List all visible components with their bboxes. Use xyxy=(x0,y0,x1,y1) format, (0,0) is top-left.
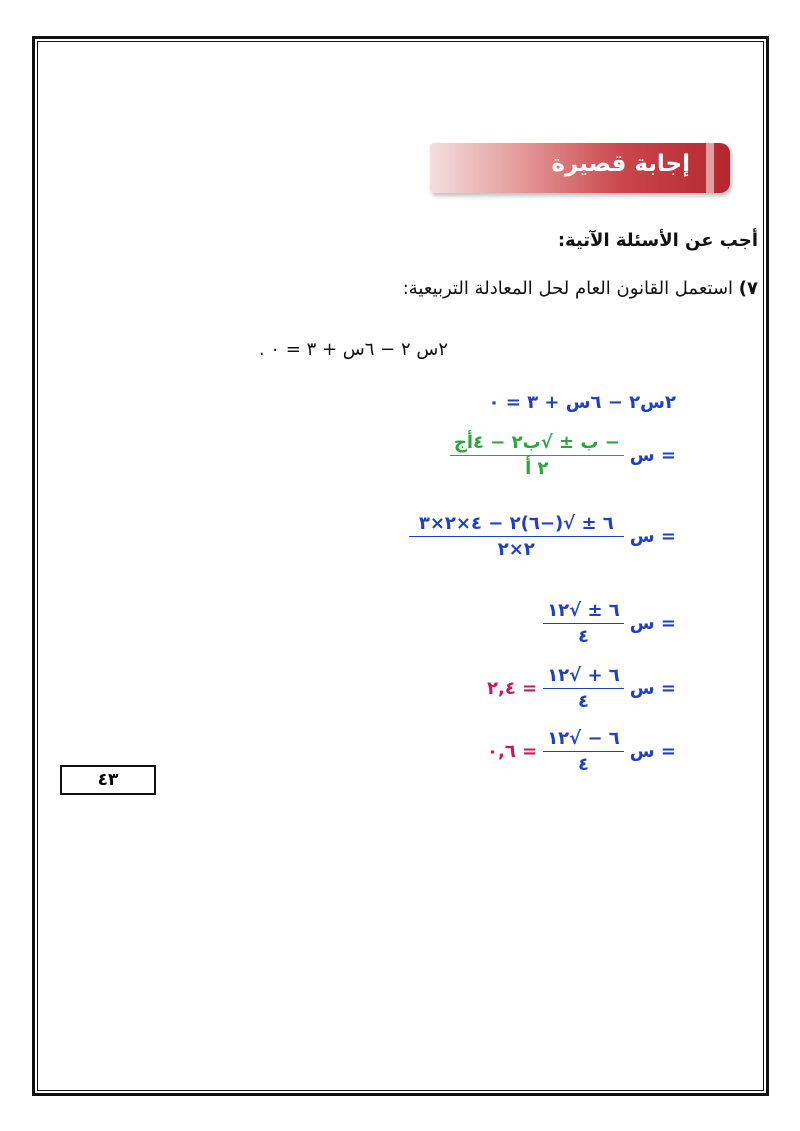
lhs-x: س = xyxy=(629,445,676,466)
solution-line-5 xyxy=(487,665,676,712)
lhs-x: س = xyxy=(629,526,676,547)
quadratic-formula-fraction xyxy=(450,432,624,479)
solution-line-6 xyxy=(487,728,676,775)
solution-line-3 xyxy=(409,513,676,560)
solution-line-4 xyxy=(543,600,676,647)
given-equation: ٢س ٢ − ٦س + ٣ = ٠ . xyxy=(258,339,448,360)
simplified-denominator: ٤ xyxy=(577,626,589,647)
page-border-inner xyxy=(37,41,764,1091)
substituted-numerator: ٦ ± √(−٦)٢ − ٤×٢×٣ xyxy=(409,513,624,537)
lhs-x: س = xyxy=(629,678,676,699)
substituted-fraction xyxy=(409,513,624,560)
formula-numerator: − ب ± √ب٢ − ٤أج xyxy=(450,432,624,456)
banner-title: إجابة قصيرة xyxy=(551,151,690,177)
substituted-denominator: ٢×٢ xyxy=(497,539,535,560)
lhs-x: س = xyxy=(629,741,676,762)
simplified-fraction xyxy=(543,600,624,647)
banner-notch xyxy=(706,143,714,193)
solution-line-1: ٢س٢ − ٦س + ٣ = ٠ xyxy=(488,392,676,413)
root2-value: = ٠,٦ xyxy=(487,741,538,762)
question-number: ٧) xyxy=(738,278,758,299)
section-banner xyxy=(430,143,730,193)
root1-value: = ٢,٤ xyxy=(487,678,538,699)
lhs-x: س = xyxy=(629,613,676,634)
formula-denominator: ٢ أ xyxy=(525,458,549,479)
question-7 xyxy=(403,278,758,299)
simplified-numerator: ٦ ± √١٢ xyxy=(543,600,624,624)
instruction-text: أجب عن الأسئلة الآتية: xyxy=(557,230,758,251)
page-number-box xyxy=(60,765,156,795)
solution-line-2 xyxy=(450,432,676,479)
root2-denominator: ٤ xyxy=(577,754,589,775)
root2-numerator: ٦ − √١٢ xyxy=(543,728,624,752)
root1-fraction xyxy=(543,665,624,712)
question-text: استعمل القانون العام لحل المعادلة التربيعية: xyxy=(402,278,734,299)
root1-numerator: ٦ + √١٢ xyxy=(543,665,624,689)
root2-fraction xyxy=(543,728,624,775)
page-number: ٤٣ xyxy=(97,770,119,790)
root1-denominator: ٤ xyxy=(577,691,589,712)
